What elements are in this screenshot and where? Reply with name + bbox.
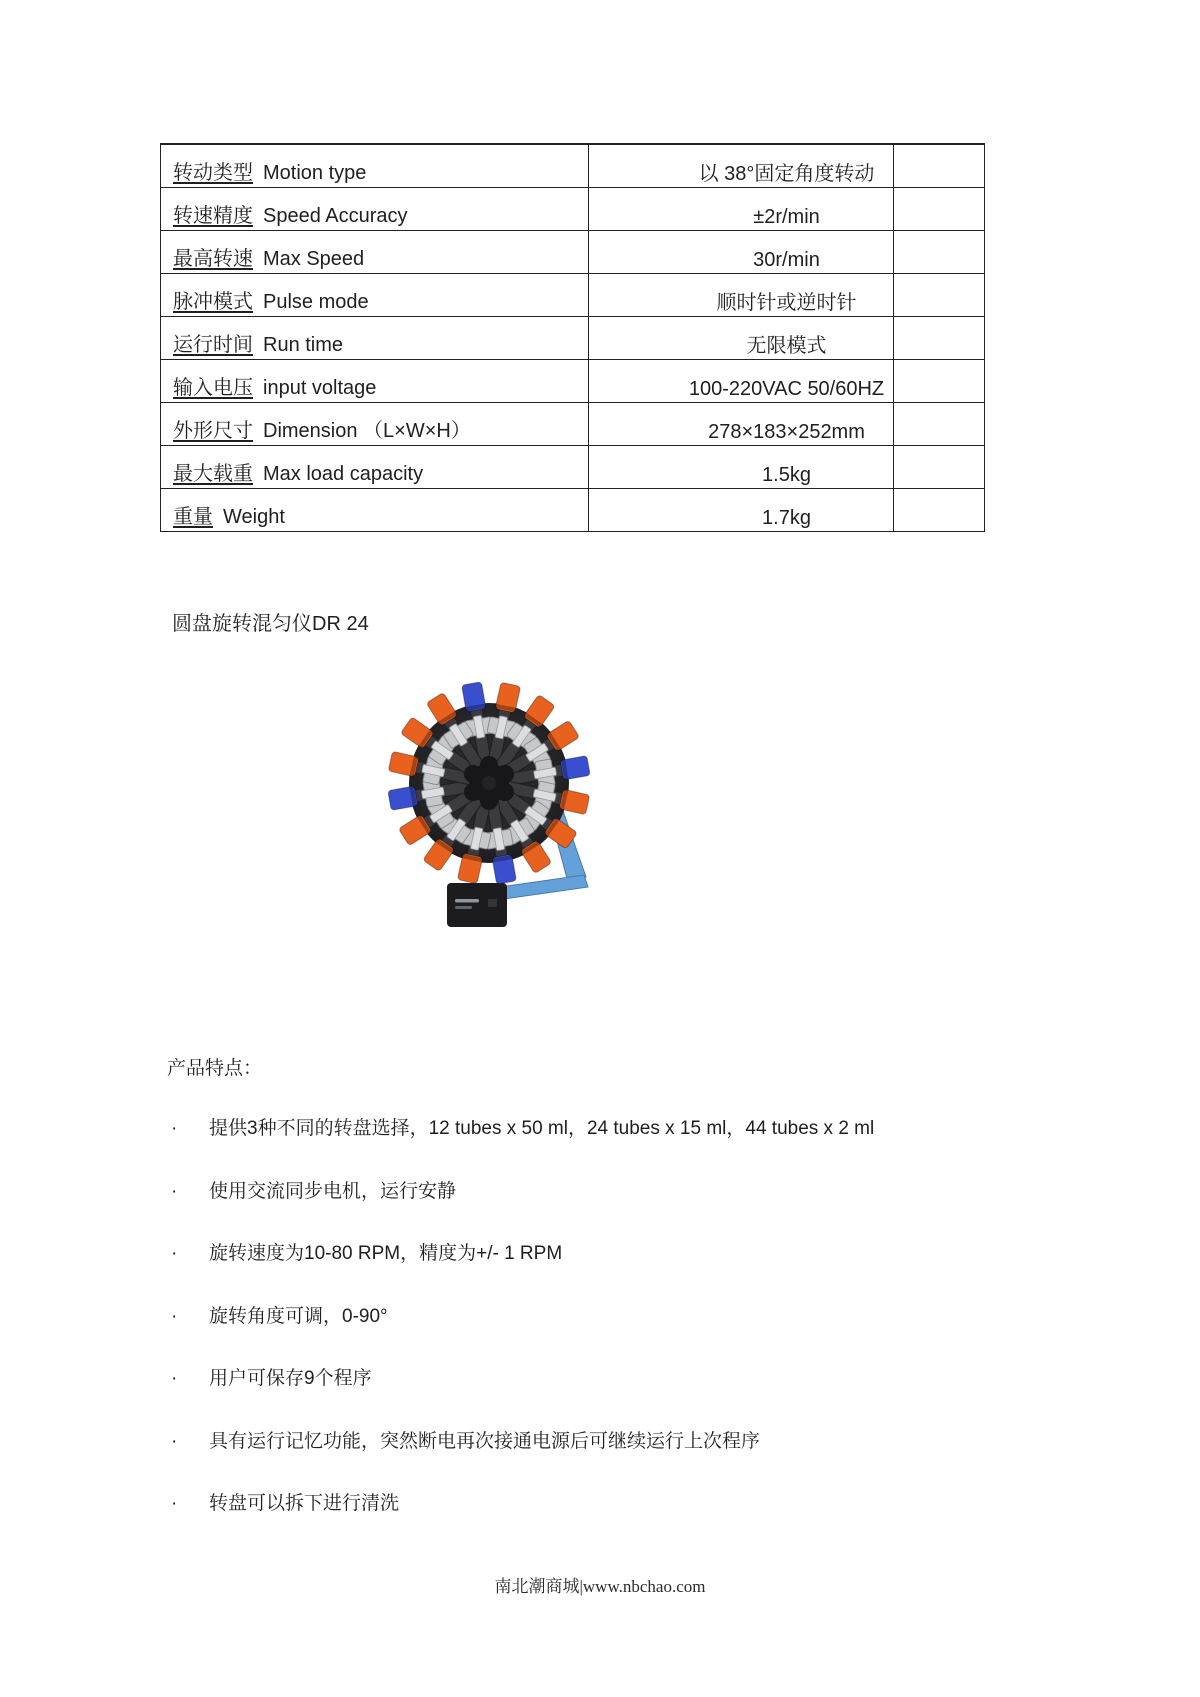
feature-text: 转盘可以拆下进行清洗 <box>209 1493 400 1514</box>
spec-label-en: Weight <box>223 506 285 528</box>
spec-label-en: Max load capacity <box>263 463 424 485</box>
spec-value: 1.7kg <box>762 507 811 529</box>
table-row <box>161 273 984 316</box>
spec-value: 顺时针或逆时针 <box>716 292 857 314</box>
feature-text: 旋转速度为10-80 RPM，精度为+/- 1 RPM <box>209 1243 563 1264</box>
spec-label-en: Run time <box>263 334 344 356</box>
spec-label-zh: 输入电压 <box>173 377 253 399</box>
features-list <box>167 1116 1067 1554</box>
feature-text: 具有运行记忆功能，突然断电再次接通电源后可继续运行上次程序 <box>209 1430 761 1452</box>
spec-label-zh: 运行时间 <box>173 334 253 356</box>
spec-label-zh: 最大载重 <box>173 463 253 485</box>
spec-value: 278×183×252mm <box>708 421 865 443</box>
table-row <box>161 187 984 230</box>
base-button <box>488 899 497 907</box>
table-row <box>161 488 984 531</box>
spec-label-en: input voltage <box>263 377 377 399</box>
spec-label-zh: 最高转速 <box>173 248 253 270</box>
features-heading: 产品特点： <box>167 1058 263 1079</box>
spec-label-zh: 重量 <box>173 506 213 528</box>
spec-label-en: Speed Accuracy <box>263 205 408 227</box>
base-logo-marks <box>455 899 479 903</box>
feature-text: 旋转角度可调，0-90° <box>209 1305 388 1327</box>
bullet-marker: · <box>171 1368 178 1389</box>
table-row <box>161 230 984 273</box>
table-row <box>161 445 984 488</box>
feature-item <box>167 1179 1067 1242</box>
spec-value: ±2r/min <box>753 206 820 228</box>
motor-base <box>447 883 507 927</box>
spec-label-en: Max Speed <box>263 248 365 270</box>
table-row <box>161 316 984 359</box>
base-logo-marks <box>455 906 472 909</box>
product-image <box>350 665 610 940</box>
table-row <box>161 144 984 187</box>
spec-value: 1.5kg <box>762 464 811 486</box>
bullet-marker: · <box>171 1493 178 1514</box>
spec-value: 100-220VAC 50/60HZ <box>688 378 885 400</box>
spec-table <box>160 143 985 532</box>
table-row <box>161 359 984 402</box>
spec-value: 以 38°固定角度转动 <box>698 163 875 185</box>
spec-label-zh: 外形尺寸 <box>173 420 253 442</box>
feature-item <box>167 1491 1067 1554</box>
page-footer: 南北潮商城|www.nbchao.com <box>494 1577 706 1596</box>
hub-center <box>482 776 496 790</box>
spec-label-zh: 转速精度 <box>173 205 253 227</box>
spec-label-en: Motion type <box>263 162 367 184</box>
product-title: 圆盘旋转混匀仪DR 24 <box>172 613 369 635</box>
bullet-marker: · <box>171 1118 178 1139</box>
bullet-marker: · <box>171 1180 178 1202</box>
feature-item <box>167 1241 1067 1304</box>
feature-item <box>167 1366 1067 1429</box>
feature-text: 提供3种不同的转盘选择，12 tubes x 50 ml，24 tubes x 15 ml，44 tubes x 2 ml <box>209 1118 875 1139</box>
feature-item <box>167 1429 1067 1492</box>
spec-label-zh: 转动类型 <box>173 162 253 184</box>
feature-text: 使用交流同步电机，运行安静 <box>209 1180 457 1202</box>
bullet-marker: · <box>171 1243 178 1264</box>
table-row <box>161 402 984 445</box>
feature-item <box>167 1304 1067 1367</box>
feature-text: 用户可保存9个程序 <box>209 1368 372 1389</box>
spec-value: 30r/min <box>753 249 820 271</box>
bullet-marker: · <box>171 1305 178 1327</box>
feature-item <box>167 1116 1067 1179</box>
spec-label-zh: 脉冲模式 <box>173 291 253 313</box>
disc-rotator-illustration <box>350 665 610 940</box>
bullet-marker: · <box>171 1430 178 1452</box>
spec-label-en: Pulse mode <box>263 291 369 313</box>
spec-value: 无限模式 <box>746 335 827 357</box>
spec-label-en: Dimension （L×W×H） <box>263 420 471 442</box>
